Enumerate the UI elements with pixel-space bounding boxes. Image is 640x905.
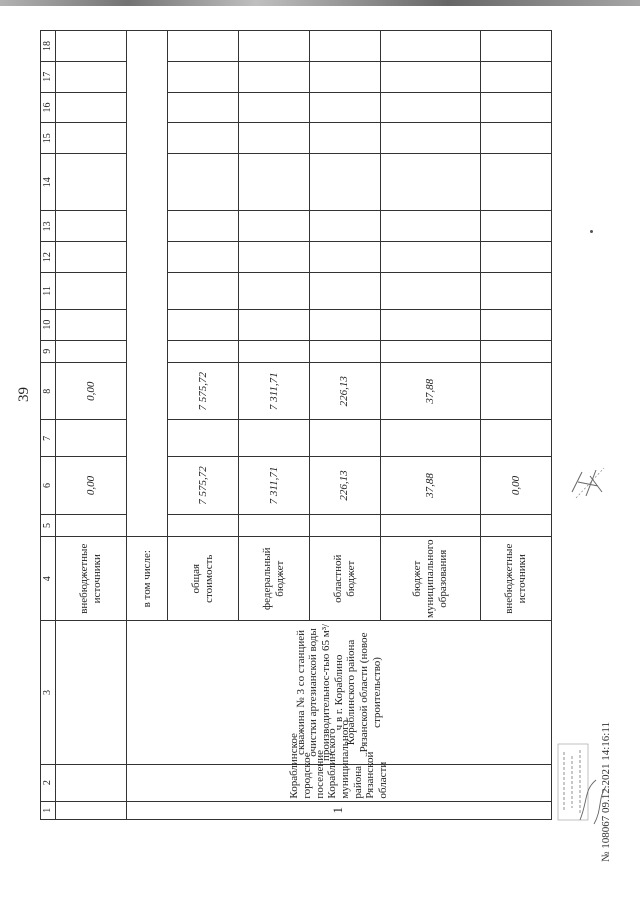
column-number: 13: [41, 211, 56, 242]
row-label: общая стоимость: [168, 537, 239, 621]
row-label: федеральный бюджет: [238, 537, 309, 621]
signature-icon: [574, 770, 610, 830]
signature-mark-icon: [568, 462, 608, 502]
column-number: 10: [41, 309, 56, 340]
column-number: 3: [41, 621, 56, 764]
value-cell: 226,13: [309, 363, 380, 420]
row-number: 1: [126, 801, 551, 819]
object-cell: скважина № 3 со станцией очистки артезианской воды производительнос-тью 65 м³/ч в г. Кораблино Кораблинского района Рязанской области (новое строительство): [126, 621, 551, 764]
row-label: в том числе:: [126, 537, 167, 621]
value-cell: 37,88: [380, 363, 480, 420]
row-label: областной бюджет: [309, 537, 380, 621]
row-label: внебюджетные источники: [481, 537, 552, 621]
column-number: 1: [41, 801, 56, 819]
column-number: 16: [41, 92, 56, 123]
column-number: 2: [41, 764, 56, 801]
value-cell: 7 311,71: [238, 457, 309, 514]
column-number: 12: [41, 242, 56, 273]
column-number: 15: [41, 123, 56, 154]
table-row: [126, 31, 167, 820]
column-number: 8: [41, 363, 56, 420]
value-cell: 0,00: [481, 457, 552, 514]
column-number: 9: [41, 340, 56, 363]
value-cell: 226,13: [309, 457, 380, 514]
value-cell: 7 575,72: [168, 363, 239, 420]
column-number: 7: [41, 420, 56, 457]
row-label: внебюджетные источники: [56, 537, 127, 621]
financing-table: [40, 30, 552, 820]
value-cell: [481, 363, 552, 420]
column-number: 4: [41, 537, 56, 621]
table-row: [56, 31, 127, 820]
financing-table-rotated: [40, 30, 552, 820]
scan-edge-strip: [0, 0, 640, 6]
column-number: 5: [41, 514, 56, 537]
value-cell: 0,00: [56, 363, 127, 420]
column-number: 14: [41, 154, 56, 211]
registration-stamp-text: № 108067 09.12.2021 14:16:11: [600, 722, 612, 862]
municipality-cell: Кораблинское городское поселение Кораблинского муниципального района Рязанской области: [126, 764, 551, 801]
scan-speck: [590, 230, 593, 233]
column-number: 17: [41, 61, 56, 92]
row-label: бюджет муниципального образования: [380, 537, 480, 621]
value-cell: 7 311,71: [238, 363, 309, 420]
column-number: 18: [41, 31, 56, 62]
value-cell: 37,88: [380, 457, 480, 514]
column-number: 6: [41, 457, 56, 514]
header-number-row: [41, 31, 56, 820]
column-number: 11: [41, 272, 56, 309]
page-number: 39: [16, 387, 32, 402]
value-cell: 7 575,72: [168, 457, 239, 514]
value-cell: 0,00: [56, 457, 127, 514]
